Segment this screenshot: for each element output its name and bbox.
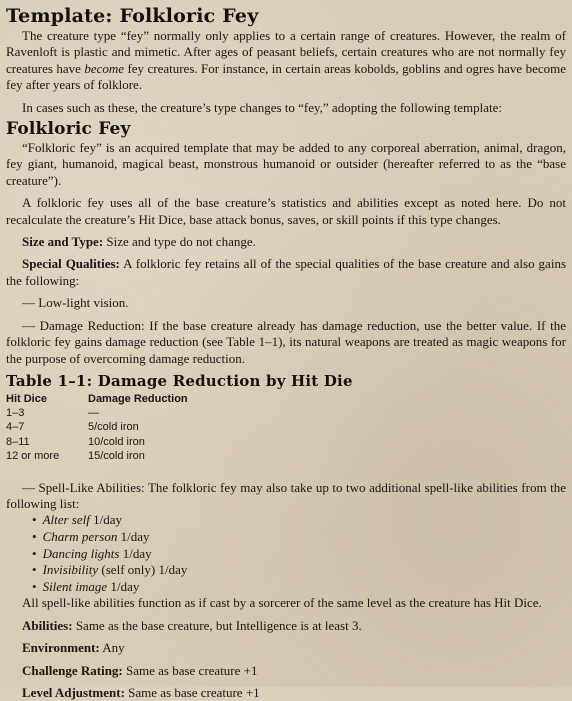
spell-frequency: 1/day (107, 578, 140, 594)
list-item (32, 512, 566, 529)
challenge-rating-text: Same as base creature +1 (122, 662, 258, 678)
spell-name: Dancing lights (42, 545, 120, 561)
intro-text-emphasis: become (84, 60, 125, 76)
list-item (32, 529, 566, 546)
table-cell: 4–7 (6, 421, 25, 434)
size-type-label: Size and Type: (22, 234, 104, 250)
intro-text-a: The creature type “fey” normally only applies to a certain range of creatures. However, the realm of Ravenloft is plastic and mimetic. After ages of peasant beliefs, certain creatures who are not normally fey creatures have (6, 28, 566, 76)
list-item (32, 546, 566, 563)
column-header-hit-dice: Hit Dice (6, 392, 47, 405)
table-heading: Table 1–1: Damage Reduction by Hit Die (6, 371, 353, 390)
spell-name: Silent image (42, 578, 108, 594)
table-cell: — (88, 406, 99, 419)
damage-reduction-paragraph: — Damage Reduction: If the base creature already has damage reduction, use the better value. If the folkloric fey gains damage reduction (see Table 1–1), its natural weapons are treated as magic weapons for the purpose of overcoming damage reduction. (6, 317, 566, 366)
spell-frequency: 1/day (89, 512, 122, 528)
table-cell: 8–11 (6, 435, 30, 448)
spell-name: Invisibility (42, 562, 99, 578)
damage-reduction-table (6, 392, 188, 464)
table-row (6, 406, 188, 420)
level-adjustment-text: Same as base creature +1 (124, 684, 260, 700)
table-cell: 15/cold iron (88, 450, 145, 463)
size-type-entry (6, 234, 566, 250)
environment-entry (6, 640, 566, 656)
column-header-damage-reduction: Damage Reduction (88, 392, 188, 405)
list-item (32, 579, 566, 596)
special-qualities-label: Special Qualities: (22, 256, 120, 272)
abilities-entry (6, 618, 566, 634)
low-light-vision: — Low-light vision. (22, 295, 129, 311)
spell-note-paragraph: All spell-like abilities function as if cast by a sorcerer of the same level as the creature has Hit Dice. (22, 595, 542, 611)
abilities-label: Abilities: (22, 617, 73, 633)
table-header-row (6, 392, 188, 406)
level-adjustment-entry (6, 685, 566, 701)
spell-list (6, 512, 566, 595)
table-row (6, 449, 188, 463)
table-cell: 1–3 (6, 406, 25, 419)
section-heading: Folkloric Fey (6, 119, 131, 140)
spell-like-paragraph: — Spell-Like Abilities: The folkloric fey may also take up to two additional spell-like abilities from the following list: (6, 479, 566, 511)
size-type-text: Size and type do not change. (103, 234, 256, 250)
environment-label: Environment: (22, 640, 100, 656)
table-cell: 10/cold iron (88, 435, 145, 448)
special-qualities-entry (6, 256, 566, 289)
environment-text: Any (99, 640, 125, 656)
challenge-rating-entry (6, 663, 566, 679)
intro-paragraph-2: In cases such as these, the creature’s type changes to “fey,” adopting the following template: (22, 99, 502, 115)
table-row (6, 435, 188, 449)
table-row (6, 420, 188, 434)
challenge-rating-label: Challenge Rating: (22, 662, 123, 678)
section-paragraph-2: A folkloric fey uses all of the base creature’s statistics and abilities except as noted here. Do not recalculate the creature’s Hit Dice, base attack bonus, saves, or skill points if this type changes. (6, 195, 566, 227)
list-item (32, 562, 566, 579)
spell-name: Alter self (42, 512, 90, 528)
spell-frequency: 1/day (119, 545, 152, 561)
abilities-text: Same as the base creature, but Intelligence is at least 3. (72, 617, 362, 633)
section-paragraph-1: “Folkloric fey” is an acquired template that may be added to any corporeal aberration, animal, dragon, fey giant, humanoid, magical beast, monstrous humanoid or outsider (hereafter referred to as the “base creature”). (6, 140, 566, 188)
spell-frequency: 1/day (117, 528, 150, 544)
level-adjustment-label: Level Adjustment: (22, 684, 125, 700)
intro-text-b: fey creatures. For instance, in certain areas kobolds, goblins and ogres have become fey after years of folklore. (6, 60, 566, 93)
special-qualities-text: A folkloric fey retains all of the special qualities of the base creature and also gains the following: (6, 256, 566, 288)
table-cell: 12 or more (6, 450, 60, 463)
template-heading: Template: Folkloric Fey (6, 5, 259, 27)
spell-name: Charm person (42, 528, 118, 544)
spell-frequency: (self only) 1/day (98, 562, 188, 578)
table-cell: 5/cold iron (88, 421, 139, 434)
intro-paragraph (6, 28, 566, 94)
